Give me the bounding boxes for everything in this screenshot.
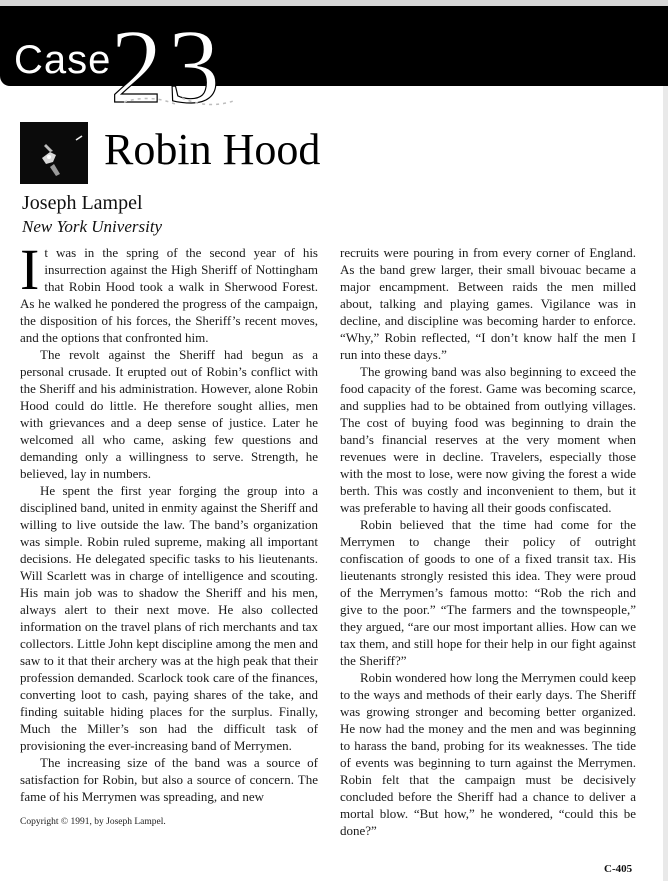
drop-cap: I — [20, 237, 40, 302]
paragraph: The revolt against the Sheriff had begun as a personal crusade. It erupted out of Robin’s conflict with the Sheriff and his administration. However, alone Robin Hood could do little. He therefore sought allies, men with grievances and a deep sense of justice. Later he welcomed all who came, asking few questions and demanding only a willingness to serve. Strength, he believed, lay in numbers. — [20, 347, 318, 481]
paragraph: The increasing size of the band was a source of satisfaction for Robin, but also a source of concern. The fame of his Merrymen was spreading, and new — [20, 755, 318, 804]
paragraph: recruits were pouring in from every corner of England. As the band grew larger, their small bivouac became a major encampment. Between raids the men milled about, talking and playing games. Vigilance was in decline, and discipline was becoming harder to enforce. “Why,” Robin reflected, “I don’t know half the men I run into these days.” — [340, 245, 636, 362]
page-edge — [663, 6, 668, 881]
paragraph: He spent the first year forging the group into a disciplined band, united in enmity against the Sheriff and willing to live outside the law. The band’s organization was simple. Robin ruled supreme, making all important decisions. He delegated specific tasks to his lieutenants. Will Scarlett was in charge of intelligence and scouting. His main job was to shadow the Sheriff and his men, always alert to their next move. He also collected information on the travel plans of rich merchants and tax collectors. Little John kept discipline among the men and saw to it that their archery was at the high peak that their profession demanded. Scarlock took care of the finances, converting loot to cash, paying shares of the take, and finding suitable hiding places for the surplus. Finally, Much the Miller’s son had the difficult task of provisioning the ever-increasing band of Merrymen. — [20, 483, 318, 753]
paragraph — [20, 237, 318, 346]
robin-hood-photo — [20, 122, 88, 184]
paragraph: Robin wondered how long the Merrymen could keep to the ways and methods of their early days. The Sheriff was growing stronger and becoming better organized. He now had the money and the men and was beginning to harass the band, probing for its weaknesses. The tide of events was beginning to turn against the Merrymen. Robin felt that the campaign must be decisively concluded before the Sheriff had a chance to deliver a mortal blow. “But how,” he wondered, “could this be done?” — [340, 670, 636, 838]
page-number: C-405 — [604, 863, 633, 875]
paragraph: Robin believed that the time had come for the Merrymen to change their policy of outright confiscation of goods to one of a fixed transit tax. His lieutenants strongly resisted this idea. They were proud of the Merrymen’s famous motto: “Rob the rich and give to the poor.” “The farmers and the townspeople,” they argued, “are our most important allies. How can we tax them, and still hope for their help in our fight against the Sheriff?” — [340, 517, 636, 668]
copyright-notice: Copyright © 1991, by Joseph Lampel. — [20, 817, 166, 827]
case-number: 23 — [110, 8, 224, 125]
case-title: Robin Hood — [104, 125, 321, 174]
author-affiliation: New York University — [22, 217, 163, 236]
case-label: Case — [14, 38, 112, 82]
paragraph-text: t was in the spring of the second year of his insurrection against the High Sheriff of Nottingham that Robin Hood took a walk in Sherwood Forest. As he walked he pondered the progress of the campaign, the disposition of his forces, the Sheriff’s recent moves, and the options that confronted him. — [20, 245, 318, 345]
left-text-column — [20, 237, 318, 805]
number-reflection-decoration — [120, 88, 240, 114]
paragraph: The growing band was also beginning to exceed the food capacity of the forest. Game was becoming scarce, and supplies had to be obtained from outlying villages. The cost of buying food was beginning to drain the band’s financial reserves at the very moment when revenues were in decline. Travelers, especially those with the most to lose, were now giving the forest a wide berth. This was costly and inconvenient to them, but it was preferable to having all their goods confiscated. — [340, 364, 636, 515]
right-text-column — [340, 244, 636, 839]
author-name: Joseph Lampel — [22, 192, 143, 214]
